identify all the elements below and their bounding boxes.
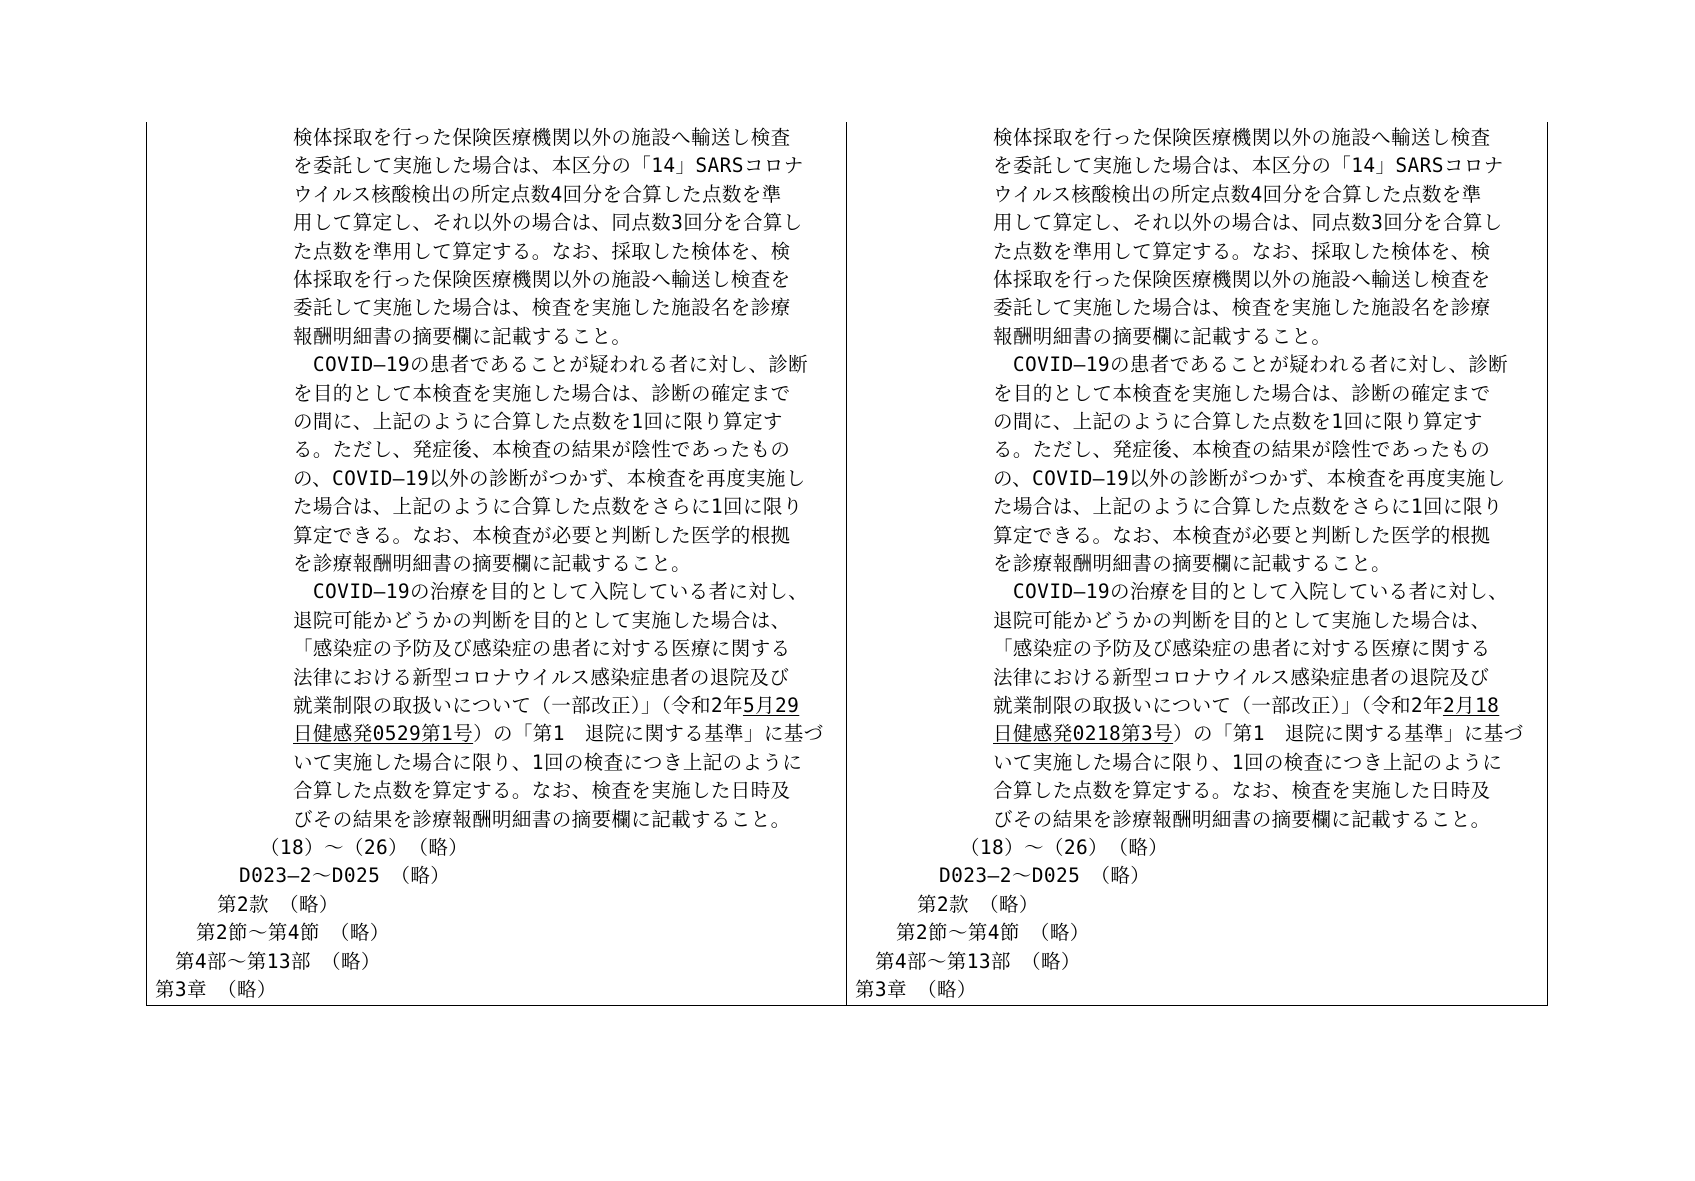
text-line: 検体採取を行った保険医療機関以外の施設へ輸送し検査 [993, 126, 1491, 149]
text-line: の間に、上記のように合算した点数を1回に限り算定す [293, 410, 783, 433]
text-line: の、COVID—19以外の診断がつかず、本検査を再度実施し [993, 466, 1506, 490]
text-line: ウイルス核酸検出の所定点数4回分を合算した点数を準 [993, 182, 1482, 206]
underlined-notice-number: 日健感発0218第3号 [993, 722, 1174, 746]
text-line: を目的として本検査を実施した場合は、診断の確定まで [293, 381, 791, 405]
text-line: 報酬明細書の摘要欄に記載すること。 [993, 324, 1332, 348]
comparison-table [146, 122, 1548, 1006]
text-line: 報酬明細書の摘要欄に記載すること。 [293, 324, 632, 348]
text-line: を目的として本検査を実施した場合は、診断の確定まで [993, 381, 1491, 405]
text-line: 委託して実施した場合は、検査を実施した施設名を診療 [993, 296, 1491, 320]
text-segment: 就業制限の取扱いについて（一部改正）」（令和2年 [293, 694, 743, 717]
text-line: る。ただし、発症後、本検査の結果が陰性であったもの [993, 438, 1491, 462]
text-line: 委託して実施した場合は、検査を実施した施設名を診療 [293, 296, 791, 320]
left-column-revised [147, 122, 847, 1005]
underlined-date: 2月18 [1442, 694, 1500, 717]
text-line: る。ただし、発症後、本検査の結果が陰性であったもの [293, 438, 791, 462]
text-line [293, 692, 799, 720]
text-line: を委託して実施した場合は、本区分の「14」SARSコロナ [993, 154, 1504, 178]
text-line: 法律における新型コロナウイルス感染症患者の退院及び [293, 665, 790, 689]
text-line: COVID—19の治療を目的として入院している者に対し、 [293, 580, 809, 604]
underlined-notice-number: 日健感発0529第1号 [293, 722, 474, 746]
text-line [993, 720, 1524, 748]
text-line: 合算した点数を算定する。なお、検査を実施した日時及 [993, 779, 1491, 803]
text-line: ウイルス核酸検出の所定点数4回分を合算した点数を準 [293, 182, 782, 206]
text-line: 算定できる。なお、本検査が必要と判断した医学的根拠 [293, 523, 791, 547]
text-line: を委託して実施した場合は、本区分の「14」SARSコロナ [293, 154, 804, 178]
text-line: COVID—19の治療を目的として入院している者に対し、 [993, 580, 1509, 604]
heading-omitted-line: （18）～（26） （略） [260, 836, 469, 859]
heading-omitted-line: 第4部～第13部 （略） [175, 949, 381, 973]
text-line: の、COVID—19以外の診断がつかず、本検査を再度実施し [293, 466, 806, 490]
heading-omitted-line: 第3章 （略） [855, 978, 977, 1001]
text-line: 体採取を行った保険医療機関以外の施設へ輸送し検査を [293, 268, 791, 291]
text-line: 用して算定し、それ以外の場合は、同点数3回分を合算し [293, 211, 803, 235]
text-line: た場合は、上記のように合算した点数をさらに1回に限り [993, 495, 1503, 519]
text-line [293, 720, 824, 748]
heading-omitted-line: 第3章 （略） [155, 978, 277, 1001]
text-line [993, 692, 1499, 720]
heading-omitted-line: 第2節～第4節 （略） [896, 921, 1090, 945]
text-line: COVID—19の患者であることが疑われる者に対し、診断 [293, 353, 809, 377]
text-line: た点数を準用して算定する。なお、採取した検体を、検 [293, 239, 791, 263]
text-line: を診療報酬明細書の摘要欄に記載すること。 [293, 552, 692, 575]
text-line: 合算した点数を算定する。なお、検査を実施した日時及 [293, 779, 791, 803]
heading-omitted-line: 第4部～第13部 （略） [875, 949, 1081, 973]
heading-omitted-line: D023—2～D025 （略） [939, 864, 1151, 888]
heading-omitted-line: （18）～（26） （略） [960, 836, 1169, 859]
text-segment: ）の「第1 退院に関する基準」に基づ [1173, 722, 1524, 746]
text-line: 法律における新型コロナウイルス感染症患者の退院及び [993, 665, 1490, 689]
text-line: た場合は、上記のように合算した点数をさらに1回に限り [293, 495, 803, 519]
text-line: びその結果を診療報酬明細書の摘要欄に記載すること。 [993, 807, 1491, 831]
text-line: 検体採取を行った保険医療機関以外の施設へ輸送し検査 [293, 126, 791, 149]
text-segment: ）の「第1 退院に関する基準」に基づ [473, 722, 824, 746]
heading-omitted-line: D023—2～D025 （略） [239, 864, 451, 888]
text-line: 退院可能かどうかの判断を目的として実施した場合は、 [293, 608, 791, 632]
heading-omitted-line: 第2款 （略） [217, 892, 339, 916]
text-line: 体採取を行った保険医療機関以外の施設へ輸送し検査を [993, 268, 1491, 291]
text-line: た点数を準用して算定する。なお、採取した検体を、検 [993, 239, 1491, 263]
text-line: いて実施した場合に限り、1回の検査につき上記のように [293, 750, 803, 774]
text-line: 退院可能かどうかの判断を目的として実施した場合は、 [993, 608, 1491, 632]
text-line: 「感染症の予防及び感染症の患者に対する医療に関する [993, 637, 1491, 661]
heading-omitted-line: 第2款 （略） [917, 892, 1039, 916]
text-line: の間に、上記のように合算した点数を1回に限り算定す [993, 410, 1483, 433]
text-line: 用して算定し、それ以外の場合は、同点数3回分を合算し [993, 211, 1503, 235]
text-line: 算定できる。なお、本検査が必要と判断した医学的根拠 [993, 523, 1491, 547]
underlined-date: 5月29 [742, 694, 800, 717]
text-line: COVID—19の患者であることが疑われる者に対し、診断 [993, 353, 1509, 377]
text-line: びその結果を診療報酬明細書の摘要欄に記載すること。 [293, 807, 791, 831]
right-column-current [847, 122, 1547, 1005]
heading-omitted-line: 第2節～第4節 （略） [196, 921, 390, 945]
text-line: いて実施した場合に限り、1回の検査につき上記のように [993, 750, 1503, 774]
text-line: を診療報酬明細書の摘要欄に記載すること。 [993, 552, 1392, 575]
text-segment: 就業制限の取扱いについて（一部改正）」（令和2年 [993, 694, 1443, 717]
text-line: 「感染症の予防及び感染症の患者に対する医療に関する [293, 637, 791, 661]
